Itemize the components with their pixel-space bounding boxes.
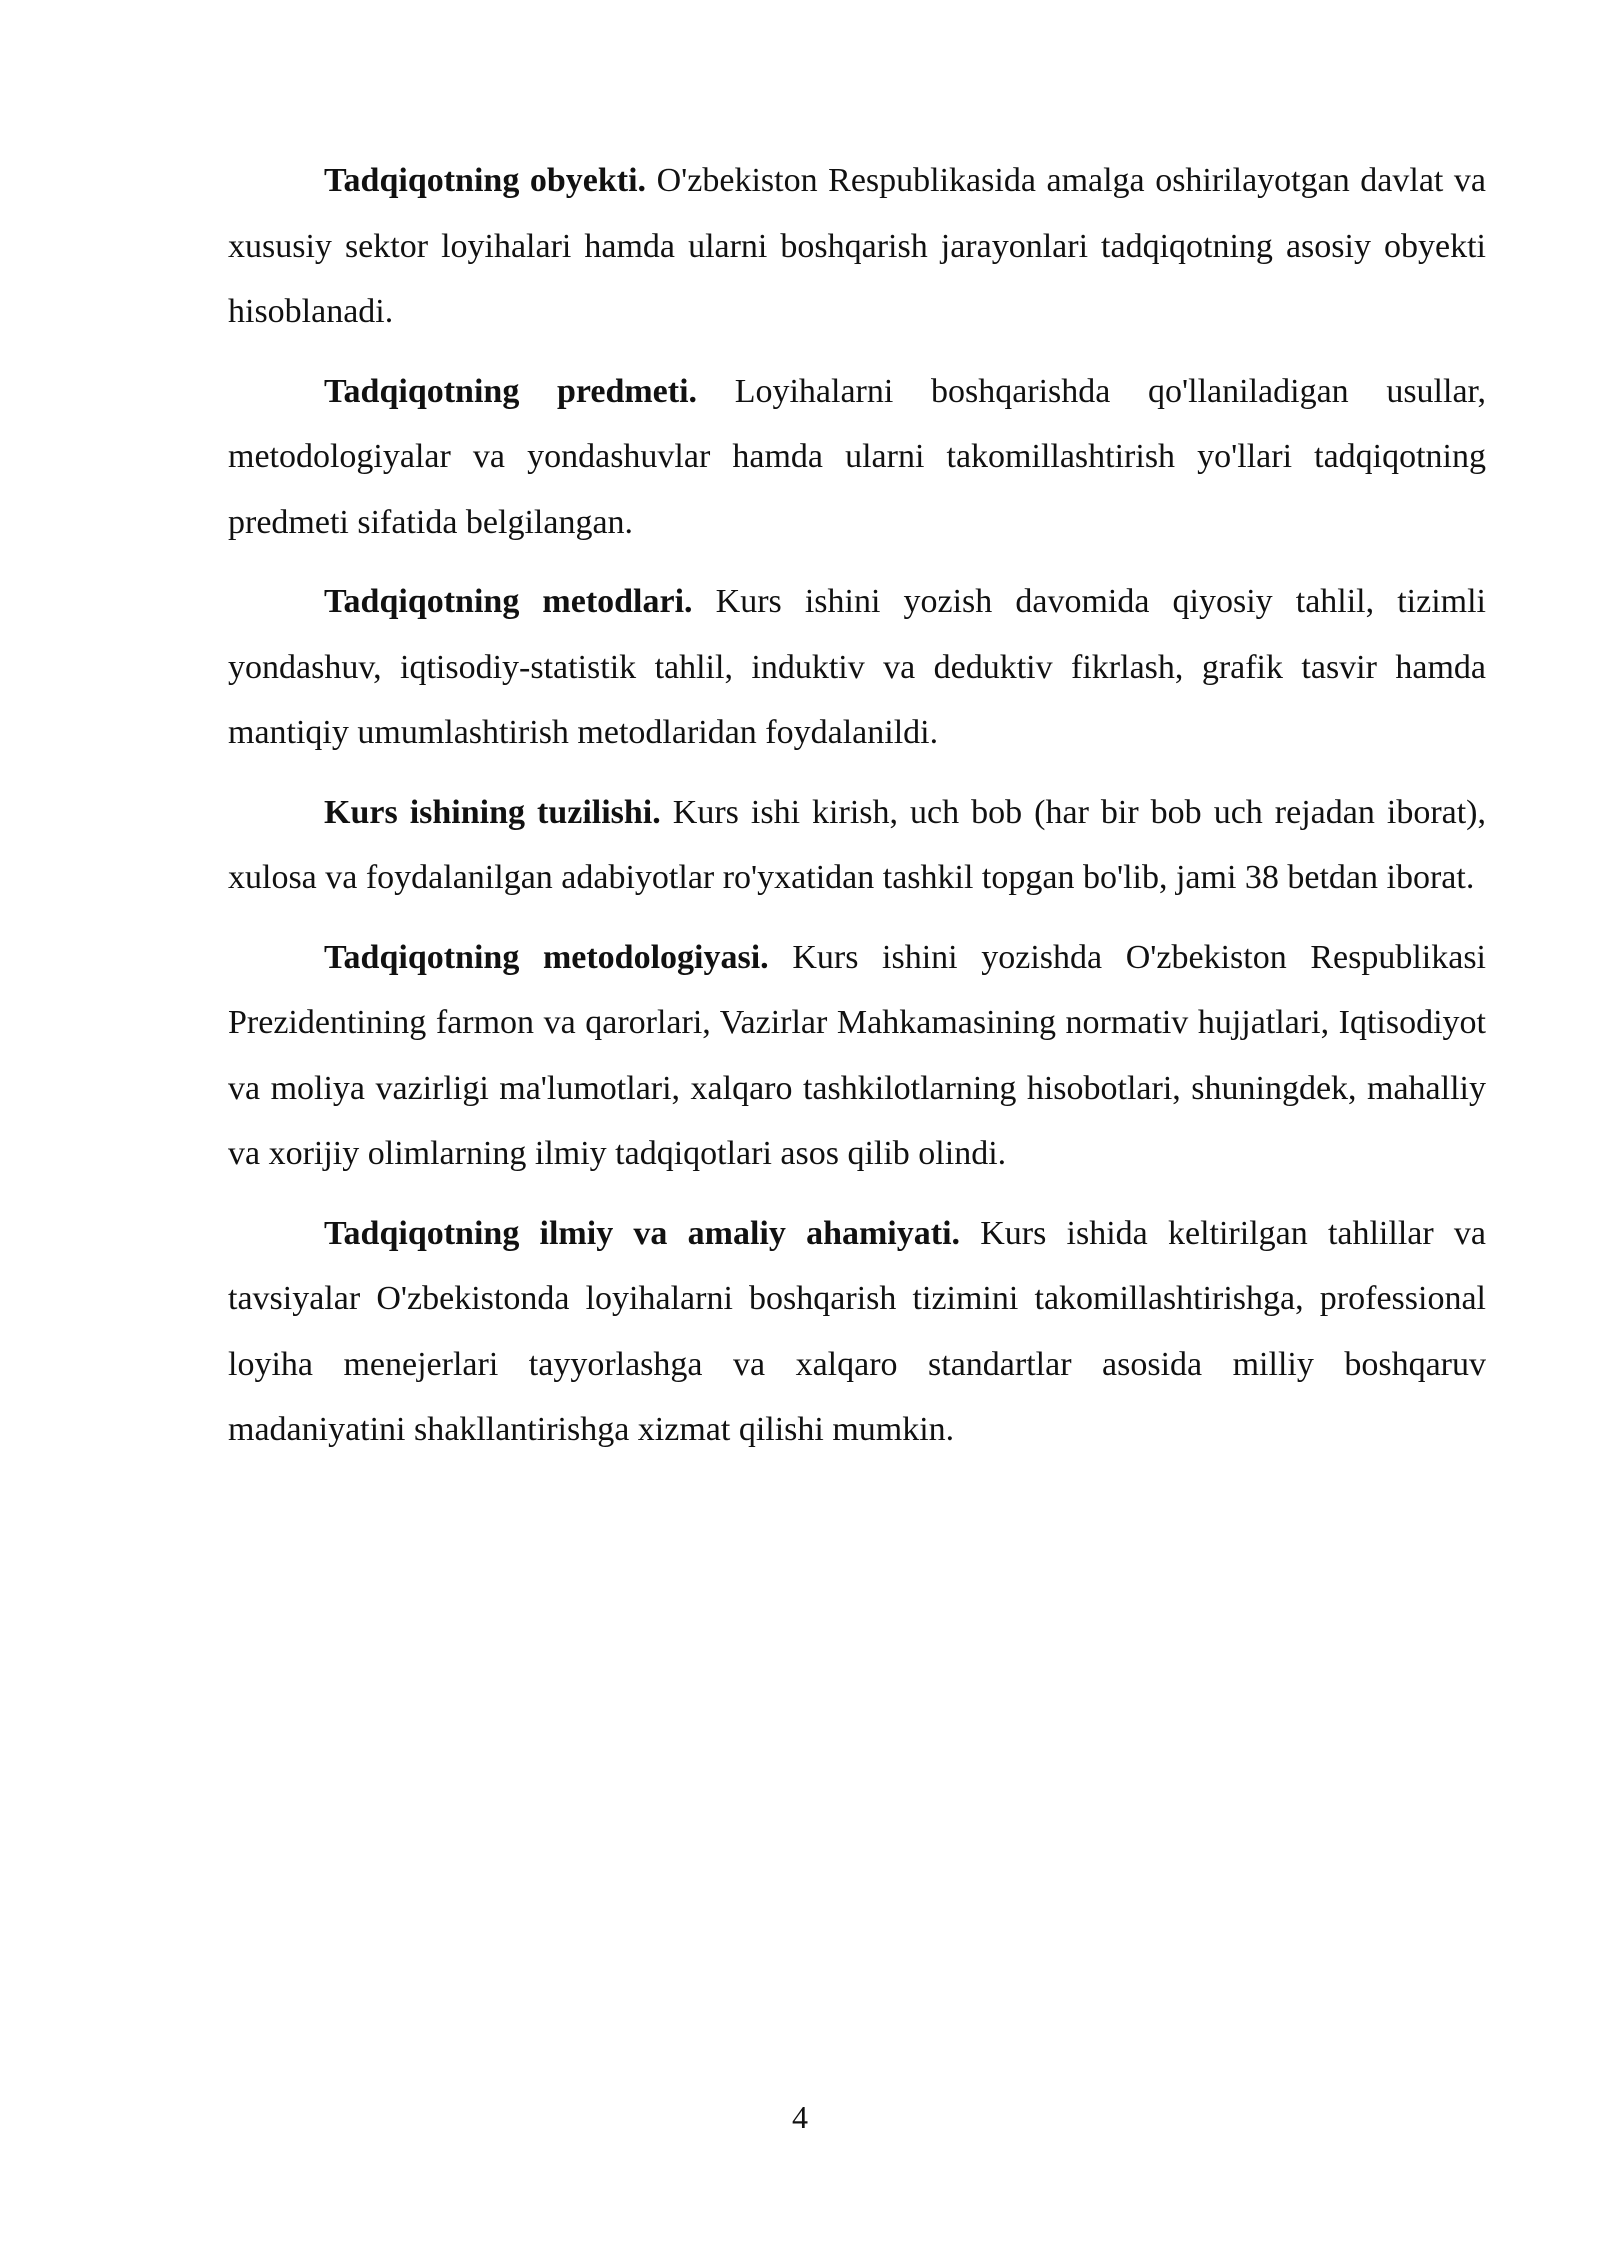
paragraph-research-object — [228, 148, 1486, 345]
paragraph-course-structure — [228, 780, 1486, 911]
paragraph-research-subject — [228, 359, 1486, 556]
paragraph-text: O'zbekiston Respublikasida amalga oshirilayotgan davlat va xususiy sektor loyihalari hamda ularni boshqarish jarayonlari tadqiqotning asosiy obyekti hisoblanadi. — [228, 162, 1487, 330]
paragraph-research-methods — [228, 569, 1486, 766]
document-body — [228, 148, 1486, 1477]
paragraph-heading: Tadqiqotning metodlari. — [324, 583, 693, 620]
paragraph-heading: Tadqiqotning ilmiy va amaliy ahamiyati. — [324, 1214, 961, 1252]
paragraph-text: Kurs ishi kirish, uch bob (har bir bob uch rejadan iborat), xulosa va foydalanilgan adabiyotlar ro'yxatidan tashkil topgan bo'lib, jami 38 betdan iborat. — [228, 793, 1486, 896]
paragraph-text: Kurs ishini yozishda O'zbekiston Respublikasi Prezidentining farmon va qarorlari, Vazirlar Mahkamasining normativ hujjatlari, Iqtisodiyot va moliya vazirligi ma'lumotlari, xalqaro tashkilotlarning hisobotlari, shuningdek, mahalliy va xorijiy olimlarning ilmiy tadqiqotlari asos qilib olindi. — [228, 938, 1487, 1172]
paragraph-heading: Tadqiqotning metodologiyasi. — [324, 938, 769, 976]
paragraph-heading: Tadqiqotning obyekti. — [324, 162, 647, 199]
paragraph-text: Kurs ishini yozish davomida qiyosiy tahlil, tizimli yondashuv, iqtisodiy-statistik tahlil, induktiv va deduktiv fikrlash, grafik tasvir hamda mantiqiy umumlashtirish metodlaridan foydalanildi. — [228, 583, 1486, 751]
paragraph-text: Loyihalarni boshqarishda qo'llaniladigan usullar, metodologiyalar va yondashuvlar hamda ularni takomillashtirish yo'llari tadqiqotning predmeti sifatida belgilangan. — [228, 372, 1486, 541]
paragraph-scientific-practical-significance — [228, 1201, 1486, 1463]
paragraph-text: Kurs ishida keltirilgan tahlillar va tavsiyalar O'zbekistonda loyihalarni boshqarish tizimini takomillashtirishga, professional loyiha menejerlari tayyorlashga va xalqaro standartlar asosida milliy boshqaruv madaniyatini shakllantirishga xizmat qilishi mumkin. — [228, 1214, 1486, 1448]
page-number: 4 — [792, 2099, 808, 2135]
paragraph-research-methodology — [228, 925, 1486, 1187]
paragraph-heading: Tadqiqotning predmeti. — [324, 372, 698, 410]
paragraph-heading: Kurs ishining tuzilishi. — [324, 793, 661, 831]
